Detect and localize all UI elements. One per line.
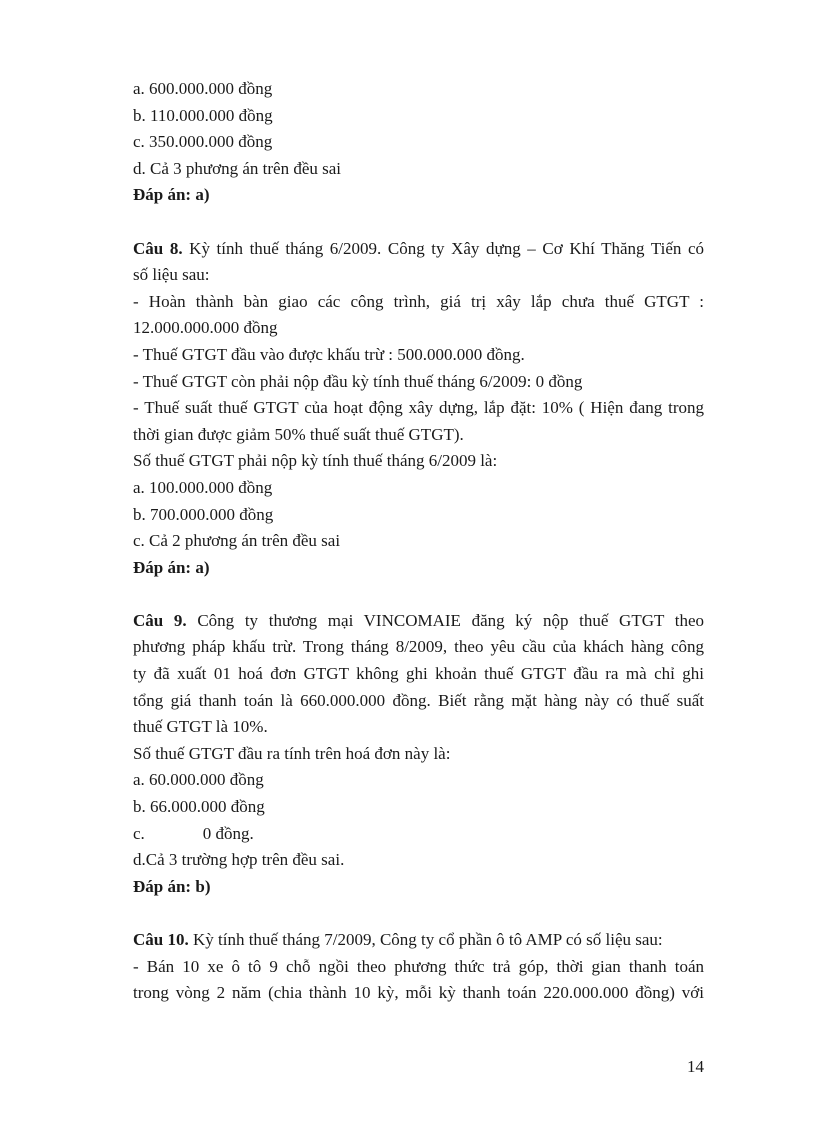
question-10-line-1: Kỳ tính thuế tháng 7/2009, Công ty cổ phần ô tô AMP có số liệu sau: [192,930,663,949]
option-a: a. 600.000.000 đồng [133,79,273,98]
answer-value: a) [195,557,210,577]
spacer [133,581,704,608]
question-8-line-2: số liệu sau: [133,265,210,285]
question-8-line-5: - Thuế GTGT đầu vào được khấu trừ : 500.000.000 đồng. [133,344,525,364]
page-content [133,76,704,1007]
question-10-line-3: trong vòng 2 năm (chia thành 10 kỳ, mỗi kỳ thanh toán 220.000.000 đồng) với [133,983,704,1003]
question-8-label: Câu 8. [133,238,183,258]
question-9-prompt: Số thuế GTGT đầu ra tính trên hoá đơn này là: [133,743,451,763]
answer-value: a) [195,185,210,205]
question-8-line-6: - Thuế GTGT còn phải nộp đầu kỳ tính thuế tháng 6/2009: 0 đồng [133,371,583,391]
question-8-option-a: a. 100.000.000 đồng [133,477,273,497]
option-d: d. Cả 3 phương án trên đều sai [133,158,341,178]
question-9-line-1: Công ty thương mại VINCOMAIE đăng ký nộp thuế GTGT theo [197,610,705,630]
question-10-line-2: - Bán 10 xe ô tô 9 chỗ ngồi theo phương thức trả góp, thời gian thanh toán [133,956,704,976]
question-8-line-8: thời gian được giảm 50% thuế suất thuế GTGT). [133,424,464,444]
question-9-line-4: tổng giá thanh toán là 660.000.000 đồng. Biết rằng mặt hàng này có thuế suất [133,690,704,710]
option-c-letter: c. [133,823,145,843]
question-9-label: Câu 9. [133,610,187,630]
question-8-line-1: Kỳ tính thuế tháng 6/2009. Công ty Xây dựng – Cơ Khí Thăng Tiến có [189,238,705,258]
question-8-intro [133,236,704,263]
question-8-line-4: 12.000.000.000 đồng [133,318,278,338]
answer [133,182,704,209]
question-9-option-b: b. 66.000.000 đồng [133,797,265,817]
question-8-prompt: Số thuế GTGT phải nộp kỳ tính thuế tháng 6/2009 là: [133,451,498,471]
question-9-line-5: thuế GTGT là 10%. [133,717,268,737]
answer-label: Đáp án: [133,185,192,205]
question-10-intro [133,927,704,954]
question-9-option-a: a. 60.000.000 đồng [133,770,264,790]
question-9-option-c [133,821,704,848]
page-number: 14 [687,1057,704,1076]
question-8-option-c: c. Cả 2 phương án trên đều sai [133,531,341,551]
question-9-line-2: phương pháp khấu trừ. Trong tháng 8/2009, theo yêu cầu của khách hàng công [133,637,704,657]
question-9-intro [133,608,704,635]
question-8-line-3: - Hoàn thành bàn giao các công trình, giá trị xây lắp chưa thuế GTGT : [133,291,704,311]
question-9-answer [133,874,704,901]
spacer [133,209,704,236]
option-b: b. 110.000.000 đồng [133,105,273,125]
answer-label: Đáp án: [133,557,192,577]
option-c: c. 350.000.000 đồng [133,132,273,152]
question-9-option-d: d.Cả 3 trường hợp trên đều sai. [133,850,345,870]
question-8-answer [133,555,704,582]
question-10-label: Câu 10. [133,930,189,949]
option-c-text: 0 đồng. [202,823,254,843]
question-9-line-3: ty đã xuất 01 hoá đơn GTGT không ghi khoản thuế GTGT đầu ra mà chỉ ghi [133,664,704,684]
question-8-option-b: b. 700.000.000 đồng [133,504,274,524]
spacer [133,900,704,927]
question-8-line-7: - Thuế suất thuế GTGT của hoạt động xây dựng, lắp đặt: 10% ( Hiện đang trong [133,398,704,418]
answer-label: Đáp án: [133,876,192,896]
answer-value: b) [195,876,211,896]
